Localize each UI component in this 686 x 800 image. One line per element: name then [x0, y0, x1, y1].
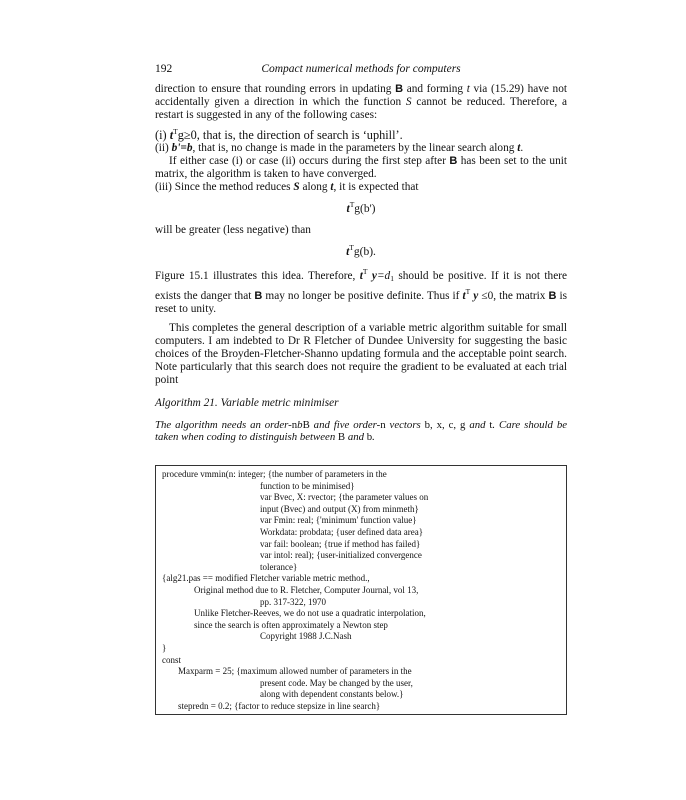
paragraph-compare: will be greater (less negative) than — [155, 224, 311, 236]
paragraph-figure-ref: Figure 15.1 illustrates this idea. Therefore, $t^T$ $y=d_1$ should be positive. If it is not there exists the danger that B may no longer be positive definite. Thus if $t^T$ y ≤0, the matrix B is reset to unity. — [155, 267, 568, 315]
code-line: } — [162, 642, 167, 653]
text-column — [155, 83, 567, 443]
code-line: present code. May be changed by the user, — [260, 677, 413, 688]
paragraph-convergence: If either case (i) or case (ii) occurs during the first step after B has been set to the unit matrix, the algorithm is taken to have converged. — [155, 155, 567, 180]
code-line: since the search is often approximately a Newton step — [194, 619, 388, 630]
paragraph-restart: direction to ensure that rounding errors in updating B and forming t via (15.29) have not accidentally given a direction in which the function S cannot be reduced. Therefore, a restart is suggested in any of the following cases: — [155, 83, 567, 121]
code-line: Original method due to R. Fletcher, Computer Journal, vol 13, — [194, 584, 419, 595]
case-three: (iii) Since the method reduces S along t, it is expected that — [155, 181, 419, 193]
code-line: Maxparm = 25; {maximum allowed number of parameters in the — [178, 666, 412, 677]
code-line: tolerance} — [260, 561, 298, 572]
code-line: Unlike Fletcher-Reeves, we do not use a quadratic interpolation, — [194, 608, 426, 619]
code-line: stepredn = 0.2; {factor to reduce stepsize in line search} — [178, 700, 381, 711]
code-line: procedure vmmin(n: integer; {the number of parameters in the — [162, 469, 387, 479]
code-line: Copyright 1988 J.C.Nash — [260, 631, 352, 642]
code-line: var Fmin: real; {'minimum' function value} — [260, 515, 417, 526]
code-line: along with dependent constants below.} — [260, 689, 404, 700]
code-line: const — [162, 654, 181, 665]
code-line: var Bvec, X: rvector; {the parameter values on — [260, 492, 429, 503]
code-line: Workdata: probdata; {user defined data area} — [260, 526, 424, 537]
case-two: (ii) b'=b, that is, no change is made in the parameters by the linear search along t. — [155, 142, 524, 154]
case-one: (i) $t^Tg\ge 0$, that is, the direction of search is ‘uphill’. — [155, 127, 403, 142]
running-head: Compact numerical methods for computers — [261, 63, 461, 75]
code-line: function to be minimised} — [260, 480, 355, 491]
code-line: {alg21.pas == modified Fletcher variable metric method., — [162, 573, 370, 584]
code-line: var intol: real); {user-initialized convergence — [260, 550, 422, 561]
code-line: var fail: boolean; {true if method has failed} — [260, 538, 421, 549]
algorithm-title: Algorithm 21. Variable metric minimiser — [155, 397, 339, 409]
page-header — [155, 63, 567, 77]
page-number: 192 — [155, 63, 173, 75]
code-line: pp. 317-322, 1970 — [260, 596, 326, 607]
code-listing — [155, 465, 567, 715]
paragraph-summary: This completes the general description of a variable metric algorithm suitable for small computers. I am indebted to Dr R Fletcher of Dundee University for suggesting the basic choices of the Broyden-Fletcher-Shanno updating formula and the acceptable point search. Note particularly that this search does not require the gradient to be evaluated at each trial point — [155, 322, 567, 386]
code-line: input (Bvec) and output (X) from minmeth} — [260, 503, 419, 514]
equation-gradient-old: $t^Tg(b)$. — [346, 243, 376, 258]
algorithm-note: The algorithm needs an order-nbB and five order-n vectors b, x, c, g and t. Care should be taken when coding to distinguish between B and b. — [155, 419, 568, 443]
equation-gradient-new: $t^Tg(b')$ — [346, 200, 376, 215]
